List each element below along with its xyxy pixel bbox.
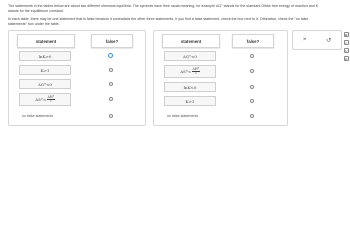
right-no-false-label: no false statements [167,114,199,118]
calculator-icon[interactable]: ▦ [344,32,348,37]
left-false-header: false? [91,34,133,48]
left-statement-2: K>1 [19,65,71,75]
close-icon[interactable]: × [302,37,307,43]
right-statement-4: K>1 [164,96,216,106]
data-icon[interactable]: ≡ [345,40,347,45]
right-false-radio-4[interactable] [250,99,254,103]
instructions [8,4,326,29]
instructions-paragraph-1: The statements in the tables below are about two different chemical equilibria. The symbols have their usual meaning, for example ΔG° stands for the standard Gibbs free energy of reaction and K stands for the equilibrium constant. [8,4,319,13]
left-statement-1: lnK>0 [19,51,71,61]
right-statement-3: lnK<0 [164,82,216,92]
left-false-radio-4[interactable] [109,97,113,101]
left-statement-3: ΔG°<0 [19,79,71,89]
answer-tools [292,30,342,50]
right-false-radio-3[interactable] [250,85,254,89]
left-false-radio-2[interactable] [109,68,113,72]
undo-icon[interactable]: ↺ [326,37,332,44]
periodic-table-icon[interactable]: Ar [344,48,348,53]
grid-icon[interactable]: ▤ [344,56,348,61]
right-statement-2: ΔS°< $\frac{\Delta H^\circ}{T}$ [164,65,216,78]
right-no-false-radio[interactable] [250,114,254,118]
right-false-radio-1[interactable] [250,54,254,58]
right-statement-header: statement [162,34,220,48]
left-statement-4: ΔS°< $\frac{\Delta H^\circ}{T}$ [19,93,71,106]
left-no-false-radio[interactable] [109,114,113,118]
left-table-panel [8,30,146,126]
left-no-false-label: no false statements [22,114,54,118]
right-statement-1: ΔG°<0 [164,51,216,61]
side-toolbar [343,32,349,61]
left-statement-header: statement [17,34,75,48]
fraction: $\frac{\Delta H^\circ}{T}$ [192,66,200,75]
left-false-radio-3[interactable] [109,82,113,86]
left-false-radio-1[interactable] [108,53,113,58]
instructions-paragraph-2: In each table, there may be one statement that is false because it contradicts the other three statements. If you find a false statement, check the box next to it. Otherwise, check the "no false statements" box under the table. [8,16,309,26]
right-table-panel [153,30,288,126]
right-false-radio-2[interactable] [250,69,254,73]
right-false-header: false? [232,34,274,48]
fraction: $\frac{\Delta H^\circ}{T}$ [47,94,55,103]
